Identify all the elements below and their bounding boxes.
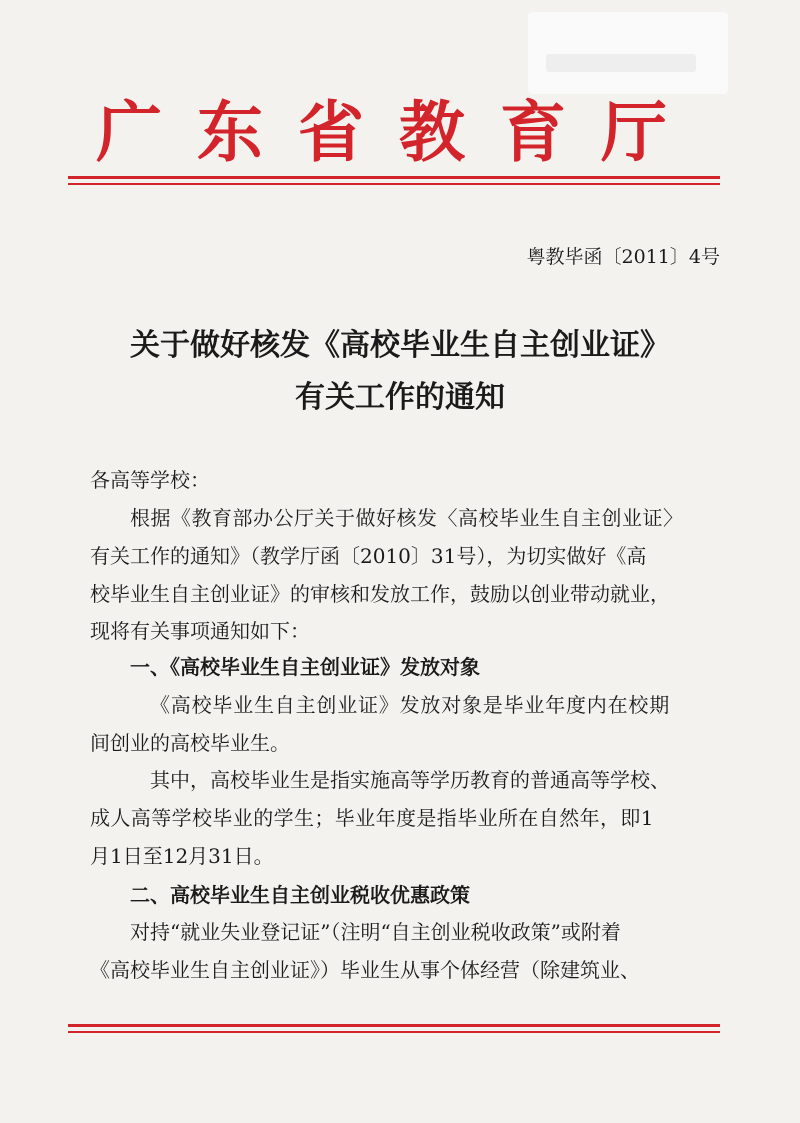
body-line: 《高校毕业生自主创业证》发放对象是毕业年度内在校期 [150, 693, 670, 717]
body-line: 校毕业生自主创业证》的审核和发放工作，鼓励以创业带动就业， [90, 582, 670, 606]
body-line: 现将有关事项通知如下： [90, 619, 310, 643]
body-line: 《高校毕业生自主创业证》）毕业生从事个体经营（除建筑业、 [90, 958, 640, 982]
notice-title-line-1: 关于做好核发《高校毕业生自主创业证》 [130, 328, 670, 363]
section-heading-1: 一、《高校毕业生自主创业证》发放对象 [130, 655, 480, 679]
body-line: 成人高等学校毕业的学生；毕业年度是指毕业所在自然年，即1 [90, 806, 654, 830]
notice-title-line-2: 有关工作的通知 [295, 380, 505, 415]
redacted-corner-area [528, 12, 728, 94]
body-line: 有关工作的通知》（教学厅函〔2010〕31号），为切实做好《高 [90, 544, 647, 568]
letterhead-red-line-thick [68, 176, 720, 179]
body-line: 间创业的高校毕业生。 [90, 731, 290, 755]
body-line: 月1日至12月31日。 [90, 844, 274, 868]
section-heading-2: 二、高校毕业生自主创业税收优惠政策 [130, 883, 470, 907]
letterhead-title: 广东省教育厅 [96, 93, 702, 171]
document-number: 粤教毕函〔2011〕4号 [526, 246, 720, 268]
footer-red-line-thin [68, 1031, 720, 1033]
body-line: 其中，高校毕业生是指实施高等学历教育的普通高等学校、 [150, 768, 670, 792]
body-line: 对持“就业失业登记证”（注明“自主创业税收政策”或附着 [130, 920, 621, 944]
salutation: 各高等学校： [90, 468, 210, 492]
body-line: 根据《教育部办公厅关于做好核发〈高校毕业生自主创业证〉 [130, 506, 684, 530]
footer-red-line-thick [68, 1024, 720, 1027]
letterhead-red-line-thin [68, 183, 720, 185]
